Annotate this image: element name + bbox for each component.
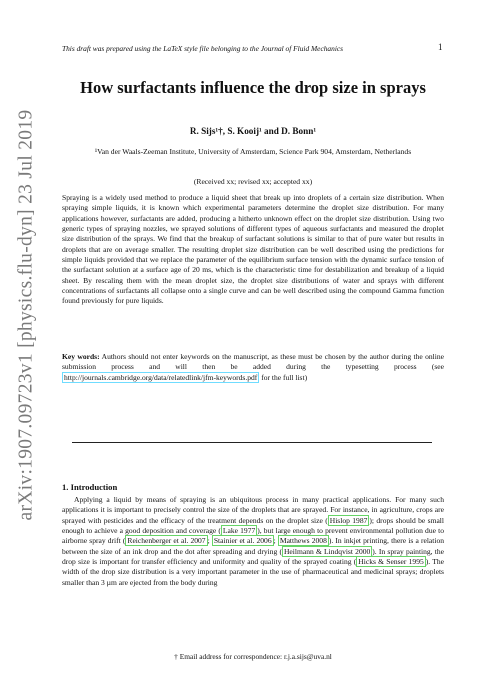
citation-hicks[interactable]: Hicks & Senser 1995 bbox=[358, 557, 424, 567]
intro-text: Applying a liquid by means of spraying is an ubiquitous process in many practical applications. For many such applications it is important to precisely control the size of the droplets that are sprayed. For instance, in agriculture, crops are sprayed with pesticides and the efficacy of the treatment depends on the droplet size ( bbox=[62, 495, 444, 525]
keywords-link[interactable]: http://journals.cambridge.org/data/relatedlink/jfm-keywords.pdf bbox=[64, 372, 258, 382]
arxiv-identifier: arXiv:1907.09723v1 [physics.flu-dyn] 23 Jul 2019 bbox=[15, 109, 36, 521]
section-heading: 1. Introduction bbox=[62, 482, 118, 492]
citation-stainier[interactable]: Stainier et al. 2006 bbox=[213, 536, 272, 546]
citation-lake[interactable]: Lake 1977 bbox=[222, 526, 256, 536]
citation-reichenberger[interactable]: Reichenberger et al. 2007 bbox=[127, 536, 206, 546]
running-head: This draft was prepared using the LaTeX style file belonging to the Journal of Fluid Mechanics bbox=[62, 44, 344, 53]
keywords-label: Key words: bbox=[62, 352, 100, 361]
intro-text: ). In spray painting, the drop size is important for transfer efficiency and uniformity and quality of the sprayed coating ( bbox=[62, 546, 444, 567]
paper-title: How surfactants influence the drop size in sprays bbox=[80, 78, 426, 97]
intro-paragraph bbox=[62, 495, 444, 588]
citation-hislop[interactable]: Hislop 1987 bbox=[329, 515, 368, 525]
citation-heilmann[interactable]: Heilmann & Lindqvist 2000 bbox=[283, 546, 371, 556]
section-divider bbox=[72, 442, 432, 443]
intro-text: ); drops should be small enough to achieve a good deposition and coverage ( bbox=[62, 515, 445, 536]
correspondence-footnote: † Email address for correspondence: r.j.a.sijs@uva.nl bbox=[174, 652, 332, 661]
arxiv-margin-stamp bbox=[8, 95, 44, 535]
affiliation: ¹Van der Waals-Zeeman Institute, University of Amsterdam, Science Park 904, Amsterdam, Netherlands bbox=[94, 147, 412, 156]
intro-text: ; bbox=[273, 536, 278, 546]
abstract: Spraying is a widely used method to produce a liquid sheet that break up into droplets of a certain size distribution. When spraying simple liquids, it is known which experimental parameters determine the droplet size distribution. For many applications however, surfactants are added, producing a hitherto unknown effect on the droplet size distribution. Using two generic types of spraying nozzles, we sprayed solutions of different types of aqueous surfactants and measured the droplet size distribution of the sprays. We find that the breakup of surfactant solutions is similar to that of pure water but results in droplets that are on average smaller. The resulting droplet size distribution can be well described using the predictions for simple liquids provided that we replace the parameter of the equilibrium surface tension with the dynamic surface tension of the surfactant solution at a surface age of 20 ms, which is the characteristic time for destabilization and breakup of a liquid sheet. By rescaling them with the mean droplet size, the droplet size distributions of water and sprays with different concentrations of surfactants all collapse onto a single curve and can be well described using the compound Gamma function found previously for pure liquids. bbox=[62, 193, 444, 306]
intro-text: ). In inkjet printing, there is a relation between the size of an ink drop and the dot after spreading and drying ( bbox=[62, 536, 445, 556]
citation-matthews[interactable]: Matthews 2008 bbox=[279, 536, 327, 546]
author-list: R. Sijs¹†, S. Kooij¹ and D. Bonn¹ bbox=[189, 126, 317, 136]
keywords-paragraph bbox=[62, 352, 444, 383]
intro-text: ). The width of the drop size distribution is a very important parameter in the use of pharmaceutical and medicinal sprays; droplets smaller than 3 µm are ejected from the body during bbox=[62, 557, 444, 587]
page-number: 1 bbox=[438, 42, 443, 52]
keywords-text: Authors should not enter keywords on the manuscript, as these must be chosen by the author during the online submission process and will then be added during the typesetting process (see bbox=[62, 352, 444, 372]
intro-text: ), but large enough to prevent environmental pollution due to airborne spray drift ( bbox=[62, 526, 444, 546]
keywords-text-end: for the full list) bbox=[259, 372, 308, 382]
intro-text: ; bbox=[207, 536, 212, 546]
received-dates: (Received xx; revised xx; accepted xx) bbox=[193, 177, 313, 186]
